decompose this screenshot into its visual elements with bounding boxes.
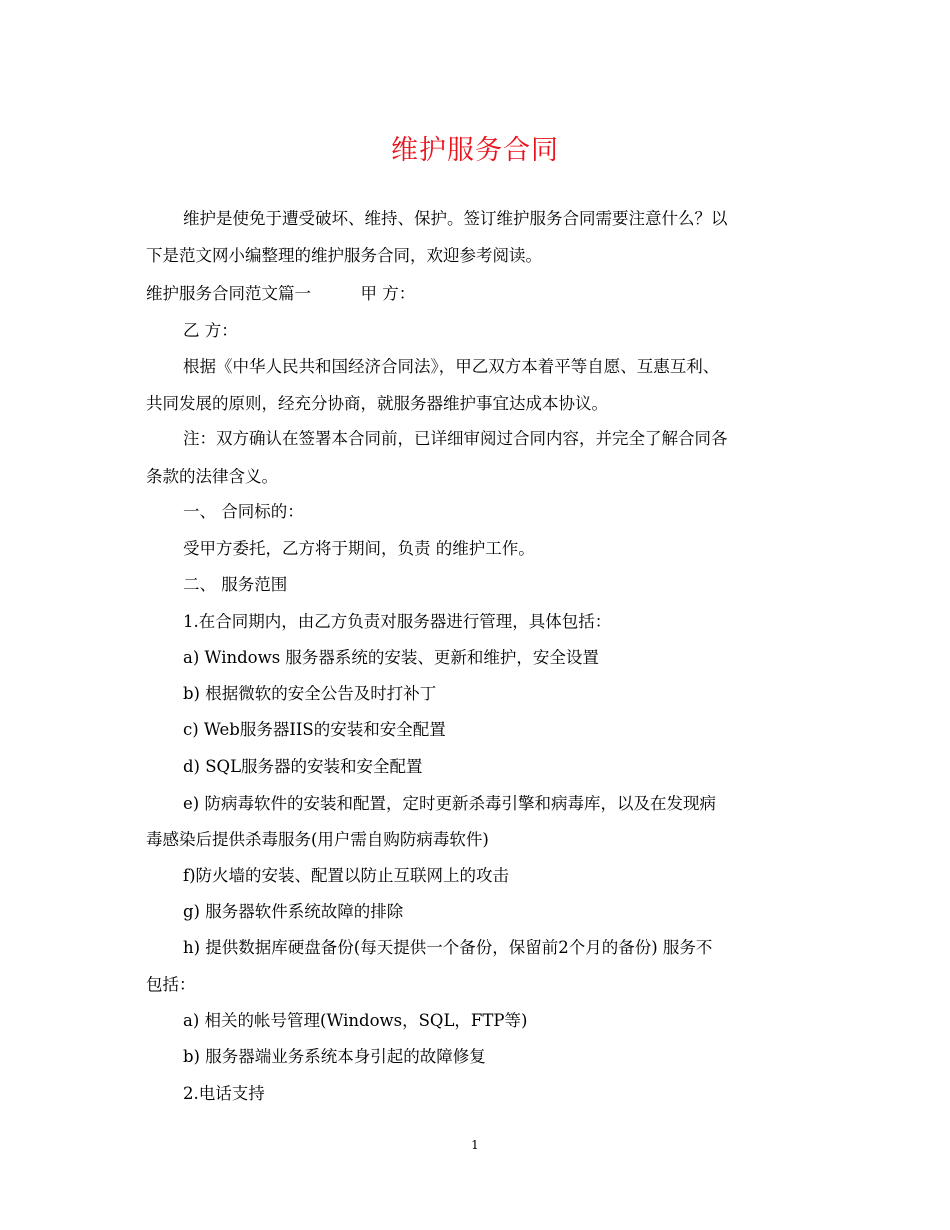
paragraph-line: 维护是使免于遭受破坏、维持、保护。签订维护服务合同需要注意什么？以 [183,209,728,228]
paragraph-line: 一、 合同标的： [183,502,304,521]
paragraph-line: 条款的法律含义。 [146,467,278,486]
paragraph-line: a) Windows 服务器系统的安装、更新和维护，安全设置 [183,648,599,667]
paragraph-line: 共同发展的原则，经充分协商，就服务器维护事宜达成本协议。 [146,394,608,413]
paragraph-line: 注：双方确认在签署本合同前，已详细审阅过合同内容，并完全了解合同各 [183,429,728,448]
paragraph-line: 根据《中华人民共和国经济合同法》，甲乙双方本着平等自愿、互惠互利、 [183,357,720,376]
paragraph-line: 维护服务合同范文篇一 甲 方： [146,284,416,303]
paragraph-line: 乙 方： [183,321,238,340]
document-title: 维护服务合同 [391,135,559,166]
paragraph-line: 包括： [146,975,196,994]
paragraph-line: b) 服务器端业务系统本身引起的故障修复 [183,1047,486,1066]
paragraph-line: a) 相关的帐号管理(Windows，SQL，FTP等) [183,1011,528,1030]
paragraph-line: b) 根据微软的安全公告及时打补丁 [183,684,437,703]
paragraph-line: g) 服务器软件系统故障的排除 [183,902,404,921]
paragraph-line: 二、 服务范围 [183,575,288,594]
paragraph-line: 1.在合同期内，由乙方负责对服务器进行管理，具体包括： [183,612,612,631]
paragraph-line: 2.电话支持 [183,1084,265,1103]
paragraph-line: f)防火墙的安装、配置以防止互联网上的攻击 [183,866,510,885]
paragraph-line: e) 防病毒软件的安装和配置，定时更新杀毒引擎和病毒库，以及在发现病 [183,794,716,813]
page-number: 1 [471,1138,479,1152]
paragraph-line: c) Web服务器IIS的安装和安全配置 [183,720,446,739]
paragraph-line: 受甲方委托，乙方将于期间，负责 的维护工作。 [183,539,535,558]
paragraph-line: d) SQL服务器的安装和安全配置 [183,757,423,776]
paragraph-line: 下是范文网小编整理的维护服务合同，欢迎参考阅读。 [146,246,542,265]
paragraph-line: h) 提供数据库硬盘备份(每天提供一个备份，保留前2个月的备份) 服务不 [183,938,713,957]
paragraph-line: 毒感染后提供杀毒服务(用户需自购防病毒软件) [146,830,489,849]
